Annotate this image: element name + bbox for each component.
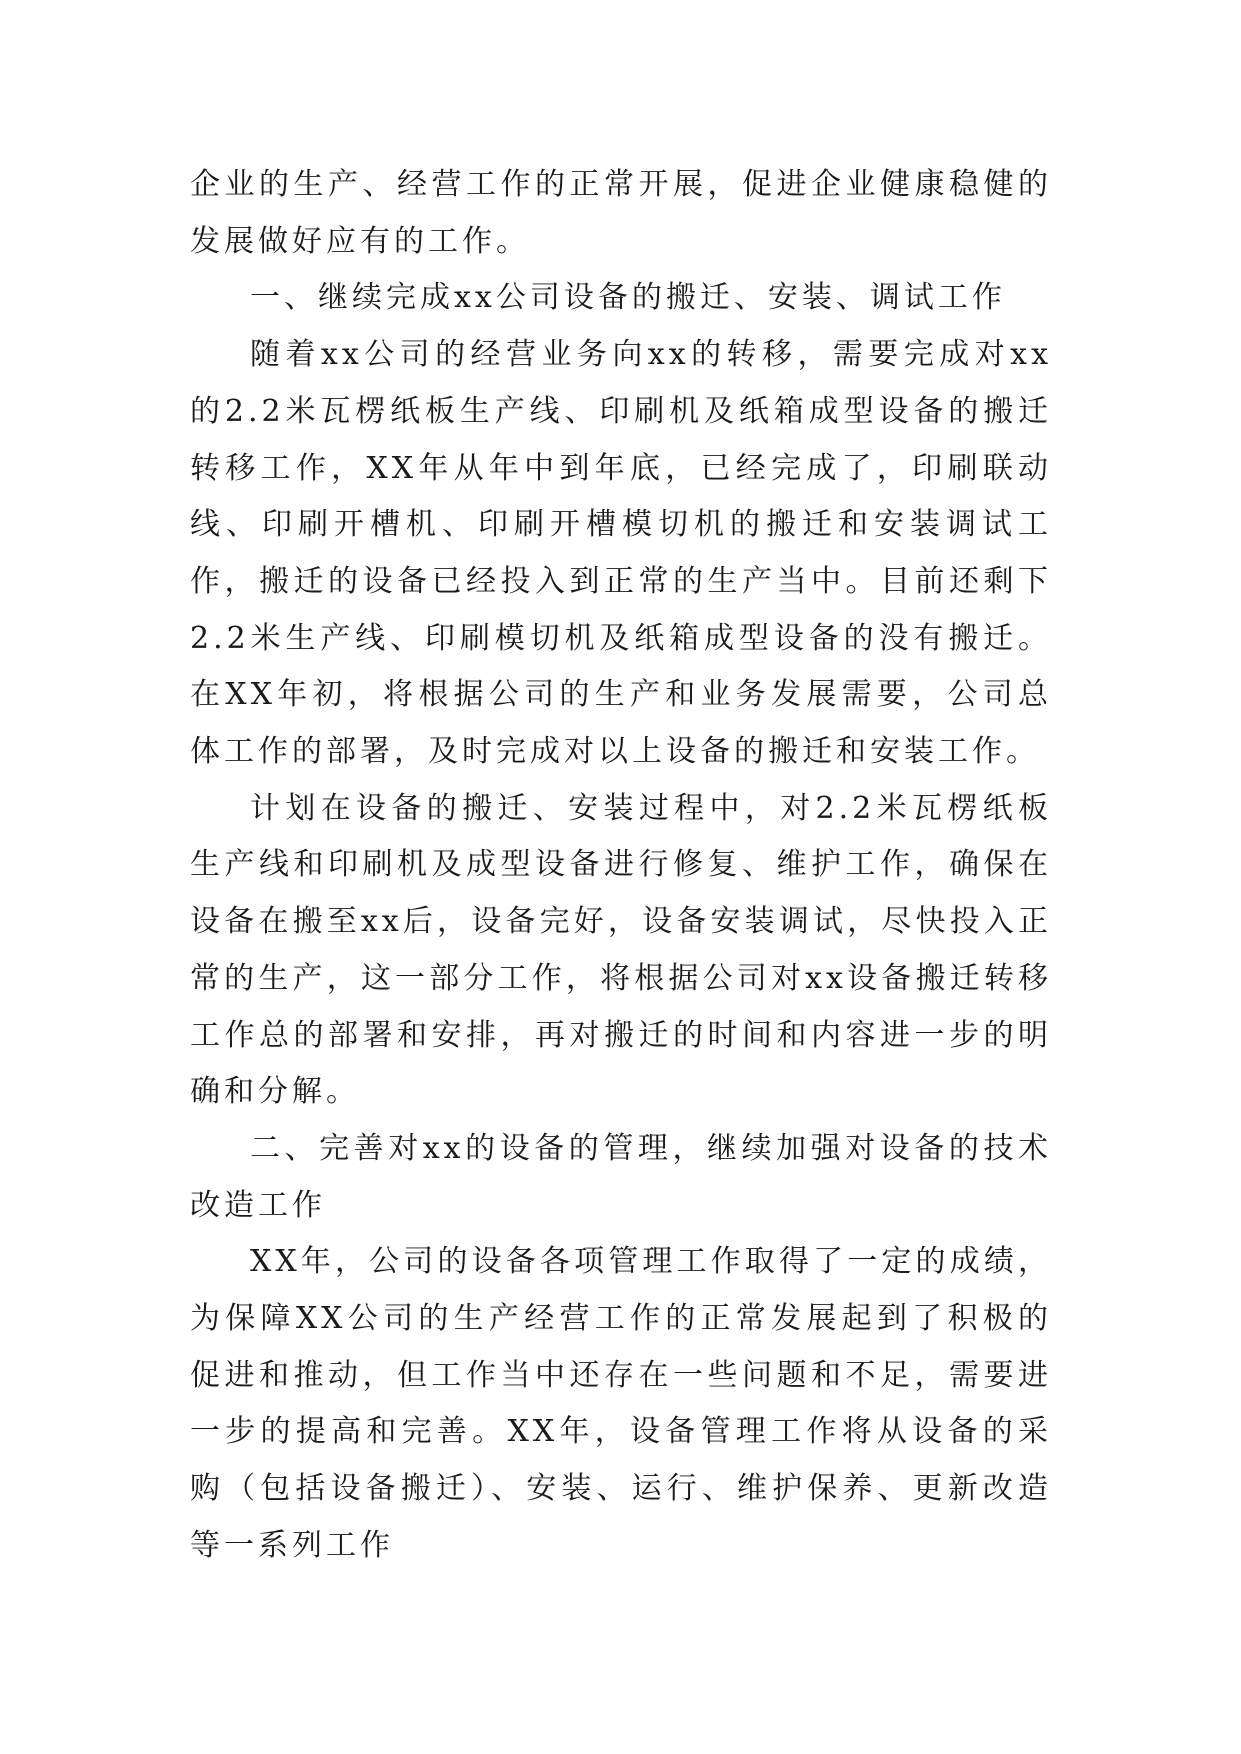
paragraph-management: XX年，公司的设备各项管理工作取得了一定的成绩，为保障XX公司的生产经营工作的正常发展起到了积极的促进和推动，但工作当中还存在一些问题和不足，需要进一步的提高和完善。XX年，设备管理工作将从设备的采购（包括设备搬迁）、安装、运行、维护保养、更新改造等一系列工作 xyxy=(190,1244,1052,1563)
section-heading-2: 二、完善对xx的设备的管理，继续加强对设备的技术改造工作 xyxy=(190,1130,1052,1223)
section-heading-1: 一、继续完成xx公司设备的搬迁、安装、调试工作 xyxy=(250,280,1006,316)
paragraph-continuation: 企业的生产、经营工作的正常开展，促进企业健康稳健的发展做好应有的工作。 xyxy=(190,167,1052,259)
paragraph-plan: 计划在设备的搬迁、安装过程中，对2.2米瓦楞纸板生产线和印刷机及成型设备进行修复、维护工作，确保在设备在搬至xx后，设备完好，设备安装调试，尽快投入正常的生产，这一部分工作，将根据公司对xx设备搬迁转移工作总的部署和安排，再对搬迁的时间和内容进一步的明确和分解。 xyxy=(190,790,1052,1110)
paragraph-relocation: 随着xx公司的经营业务向xx的转移，需要完成对xx的2.2米瓦楞纸板生产线、印刷机及纸箱成型设备的搬迁转移工作，XX年从年中到年底，已经完成了，印刷联动线、印刷开槽机、印刷开槽模切机的搬迁和安装调试工作，搬迁的设备已经投入到正常的生产当中。目前还剩下2.2米生产线、印刷模切机及纸箱成型设备的没有搬迁。在XX年初，将根据公司的生产和业务发展需要，公司总体工作的部署，及时完成对以上设备的搬迁和安装工作。 xyxy=(190,337,1052,770)
document-body xyxy=(190,157,1052,1575)
